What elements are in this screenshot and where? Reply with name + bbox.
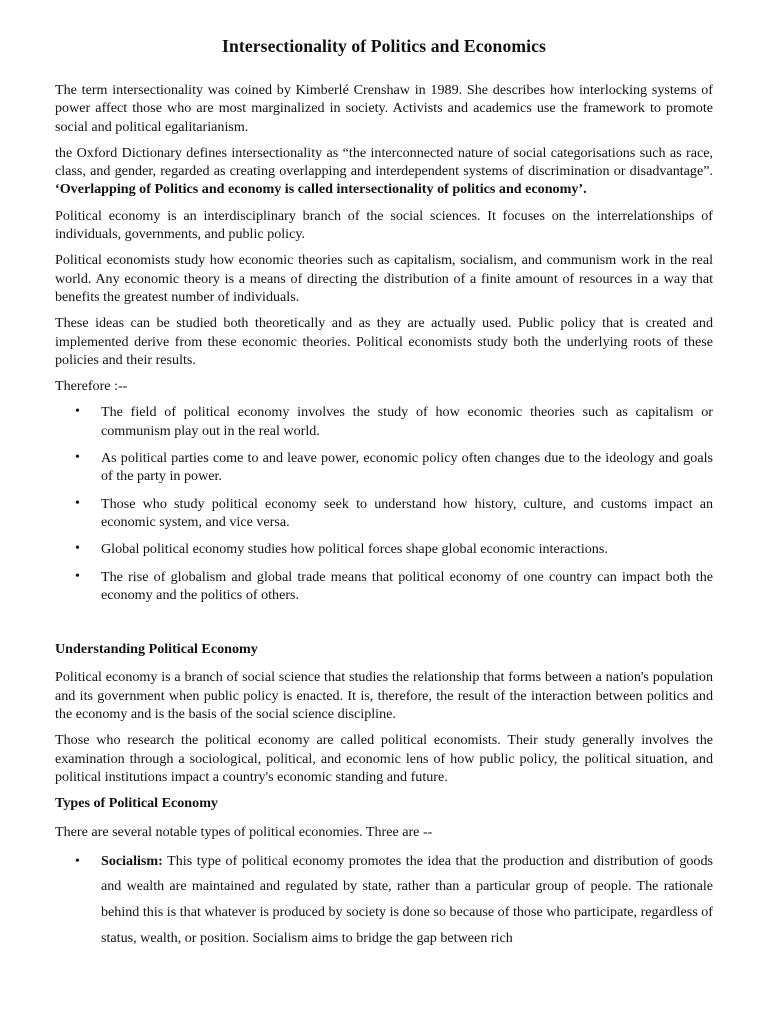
bullet-item: • The rise of globalism and global trade means that political economy of one country can impact both the economy and the politics of others. <box>55 568 713 605</box>
understanding-heading: Understanding Political Economy <box>55 641 258 658</box>
oxford-paragraph <box>55 144 713 199</box>
understanding-paragraph: Political economy is a branch of social science that studies the relationship that forms between a nation's population and its government when public policy is enacted. It is, therefore, the result of the interaction between politics and the economy and is the basis of the social science discipline. <box>55 669 713 723</box>
socialism-description: This type of political economy promotes the idea that the production and distribution of goods and wealth are maintained and regulated by state, rather than a particular group of people. The rationale behind this is that whatever is produced by society is done so because of those who participate, regardless of status, wealth, or position. Socialism aims to bridge the gap between rich <box>101 852 713 946</box>
document-title: Intersectionality of Politics and Economics <box>222 36 546 56</box>
types-bullet-list <box>55 849 713 951</box>
body-paragraph: These ideas can be studied both theoretically and as they are actually used. Public policy that is created and implemented derive from these economic theories. Political economists study both the underlying roots of these policies and their results. <box>55 315 713 368</box>
therefore-bullet-list <box>55 403 713 604</box>
socialism-bullet <box>55 849 713 951</box>
bullet-item: • As political parties come to and leave power, economic policy often changes due to the ideology and goals of the party in power. <box>55 449 713 486</box>
bullet-item: • Those who study political economy seek to understand how history, culture, and customs impact an economic system, and vice versa. <box>55 495 713 532</box>
bullet-item: • The field of political economy involves the study of how economic theories such as capitalism or communism play out in the real world. <box>55 403 713 440</box>
intro-paragraph: The term intersectionality was coined by Kimberlé Crenshaw in 1989. She describes how interlocking systems of power affect those who are most marginalized in society. Activists and academics use the framework to promote social and political egalitarianism. <box>55 82 713 135</box>
body-paragraph: Political economy is an interdisciplinary branch of the social sciences. It focuses on the interrelationships of individuals, governments, and public policy. <box>55 207 713 243</box>
oxford-bold-statement: ‘Overlapping of Politics and economy is called intersectionality of politics and economy’. <box>55 181 587 198</box>
types-heading: Types of Political Economy <box>55 795 218 812</box>
types-intro: There are several notable types of political economies. Three are -- <box>55 823 433 840</box>
body-paragraph: Political economists study how economic theories such as capitalism, socialism, and communism work in the real world. Any economic theory is a means of directing the distribution of a finite amount of resources in a way that benefits the greatest number of individuals. <box>55 252 713 305</box>
bullet-item: • Global political economy studies how political forces shape global economic interactions. <box>55 540 713 558</box>
therefore-label: Therefore :-- <box>55 378 128 395</box>
understanding-paragraph: Those who research the political economy are called political economists. Their study generally involves the examination through a sociological, political, and economic lens of how public policy, the political situation, and political institutions impact a country's economic standing and future. <box>55 732 713 785</box>
oxford-definition: the Oxford Dictionary defines intersectionality as “the interconnected nature of social categorisations such as race, class, and gender, regarded as creating overlapping and interdependent systems of discrimination or disadvantage”. <box>55 144 713 180</box>
socialism-term: Socialism: <box>101 852 163 869</box>
